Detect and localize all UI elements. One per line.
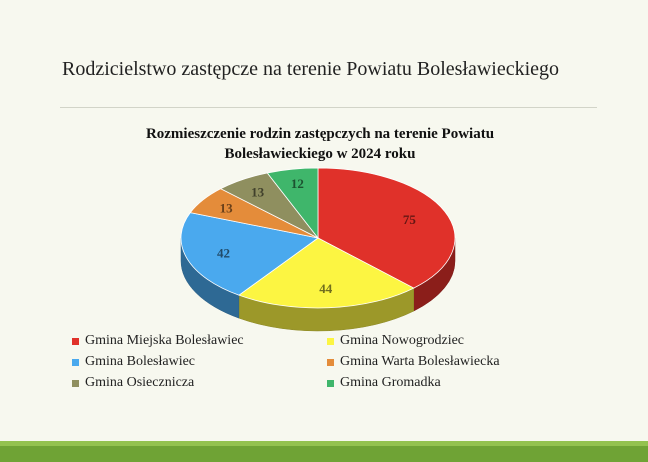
legend-item xyxy=(72,332,327,350)
pie-data-label: 75 xyxy=(402,212,416,227)
legend-label: Gmina Bolesławiec xyxy=(85,354,196,369)
legend-swatch xyxy=(72,359,79,366)
legend-item xyxy=(327,332,567,350)
pie-data-label: 42 xyxy=(217,245,230,261)
pie-data-label: 13 xyxy=(251,184,265,200)
legend-label: Gmina Warta Bolesławiecka xyxy=(340,354,500,369)
pie-slices xyxy=(181,168,455,308)
legend-swatch xyxy=(327,338,334,345)
legend-swatch xyxy=(327,380,334,387)
chart-legend xyxy=(72,332,567,392)
legend-label: Gmina Osiecznicza xyxy=(85,375,195,390)
legend-label: Gmina Miejska Bolesławiec xyxy=(85,333,244,348)
legend-swatch xyxy=(72,380,79,387)
legend-label: Gmina Gromadka xyxy=(340,375,441,390)
legend-label: Gmina Nowogrodziec xyxy=(340,333,465,348)
legend-item xyxy=(327,374,567,392)
legend-item xyxy=(72,374,327,392)
legend-item xyxy=(327,353,567,371)
footer-bar xyxy=(0,446,648,462)
legend-item xyxy=(72,353,327,371)
pie-data-label: 13 xyxy=(219,200,233,216)
pie-data-label: 12 xyxy=(290,176,304,191)
legend-swatch xyxy=(72,338,79,345)
slide-title: Rodzicielstwo zastępcze na terenie Powiatu Bolesławieckiego xyxy=(62,58,560,80)
chart-title-line-1: Rozmieszczenie rodzin zastępczych na terenie Powiatu xyxy=(145,126,495,142)
chart-title-line-2: Bolesławieckiego w 2024 roku xyxy=(224,146,416,162)
pie-data-label: 44 xyxy=(319,281,333,297)
legend-swatch xyxy=(327,359,334,366)
